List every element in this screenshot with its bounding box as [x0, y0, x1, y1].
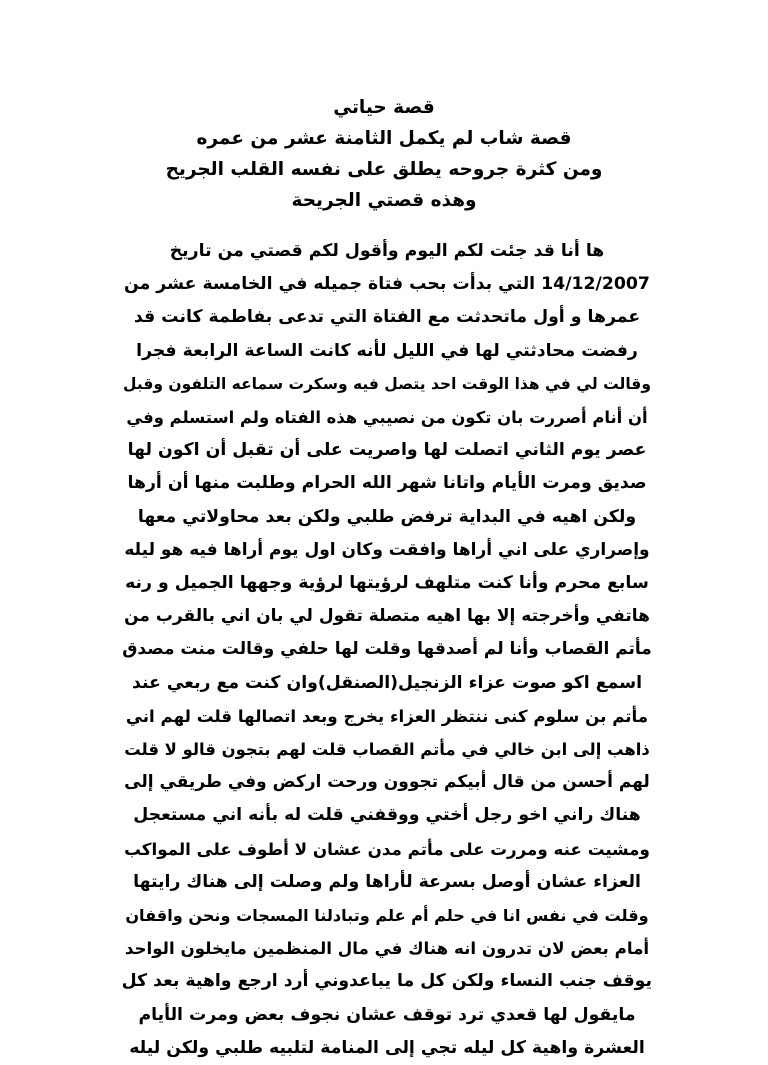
intro-line: قصة شاب لم يكمل الثامنة عشر من عمره — [196, 128, 572, 149]
body-line: أن أنام أصررت بان تكون من نصيبي هذه الفتاه ولم استسلم وفي — [126, 408, 648, 428]
intro-line: وهذه قصتي الجريحة — [291, 190, 477, 211]
body-line: عصر يوم الثاني اتصلت لها واصريت على أن تقبل أن اكون لها — [127, 440, 647, 461]
body-line: اسمع اكو صوت عزاء الزنجيل(الصنقل)وان كنت مع ربعي عند — [131, 672, 643, 693]
story-title: قصة حياتي — [333, 97, 435, 118]
body-line: صديق ومرت الأيام واتانا شهر الله الحرام وطلبت منها أن أرها — [127, 473, 647, 494]
body-line: سابع محرم وأنا كنت متلهف لرؤيتها لرؤية وجهها الجميل و رنه — [125, 573, 649, 594]
story-body — [122, 235, 652, 1065]
body-line: مايقول لها قعدي ترد توقف عشان نجوف بعض ومرت الأيام — [138, 1004, 636, 1025]
body-line: ومشيت عنه ومررت على مأتم مدن عشان لا أطوف على المواكب — [124, 838, 650, 859]
body-line: ها أنا قد جئت لكم اليوم وأقول لكم قصتي من تاريخ — [169, 241, 605, 261]
story-header — [0, 92, 768, 216]
body-line: ولكن اهيه في البداية ترفض طلبي ولكن بعد محاولاتي معها — [137, 506, 637, 527]
body-line: وقالت لي في هذا الوقت احد يتصل فيه وسكرت سماعه التلفون وقبل — [123, 374, 651, 393]
body-line: أمام بعض لان تدرون انه هناك في مال المنظمين مايخلون الواحد — [124, 938, 650, 959]
body-line: 14/12/2007 التي بدأت بحب فتاة جميله في الخامسة عشر من — [124, 274, 650, 295]
intro-line: ومن كثرة جروحه يطلق على نفسه القلب الجريح — [165, 159, 603, 180]
body-line: يوقف جنب النساء ولكن كل ما يباعدوني أرد ارجع واهية بعد كل — [121, 971, 652, 992]
body-line: العزاء عشان أوصل بسرعة لأراها ولم وصلت إلى هناك رايتها — [133, 871, 641, 892]
body-line: هاتفي وأخرجته إلا بها اهيه متصلة تقول لي بان اني بالقرب من — [124, 606, 650, 627]
body-line: العشرة واهية كل ليله تجي إلى المنامة لتلبيه طلبي ولكن ليله — [129, 1037, 645, 1058]
body-line: ذاهب إلى ابن خالي في مأتم القصاب قلت لهم بتجون قالو لا قلت — [124, 740, 650, 760]
body-line: هناك راني اخو رجل أختي ووقفني قلت له بأنه اني مستعجل — [133, 805, 641, 826]
body-line: عمرها و أول ماتحدثت مع الفتاة التي تدعى بفاطمة كانت قد — [133, 307, 641, 328]
body-line: وإصراري على اني أراها وافقت وكان اول يوم أراها فيه هو ليله — [124, 539, 650, 560]
body-line: مأتم بن سلوم كنى ننتظر العزاء يخرج وبعد اتصالها قلت لهم اني — [125, 705, 649, 726]
body-line: وقلت في نفس انا في حلم أم علم وتبادلنا المسجات ونحن واقفان — [125, 906, 649, 926]
body-line: لهم أحسن من قال أبيكم تجوون ورحت اركض وفي طريقي إلى — [124, 772, 650, 793]
body-line: رفضت محادثتي لها في الليل لأنه كانت الساعة الرابعة فجرا — [136, 340, 638, 361]
body-line: مأتم القصاب وأنا لم أصدقها وقلت لها حلفي وقالت منت مصدق — [122, 639, 652, 660]
